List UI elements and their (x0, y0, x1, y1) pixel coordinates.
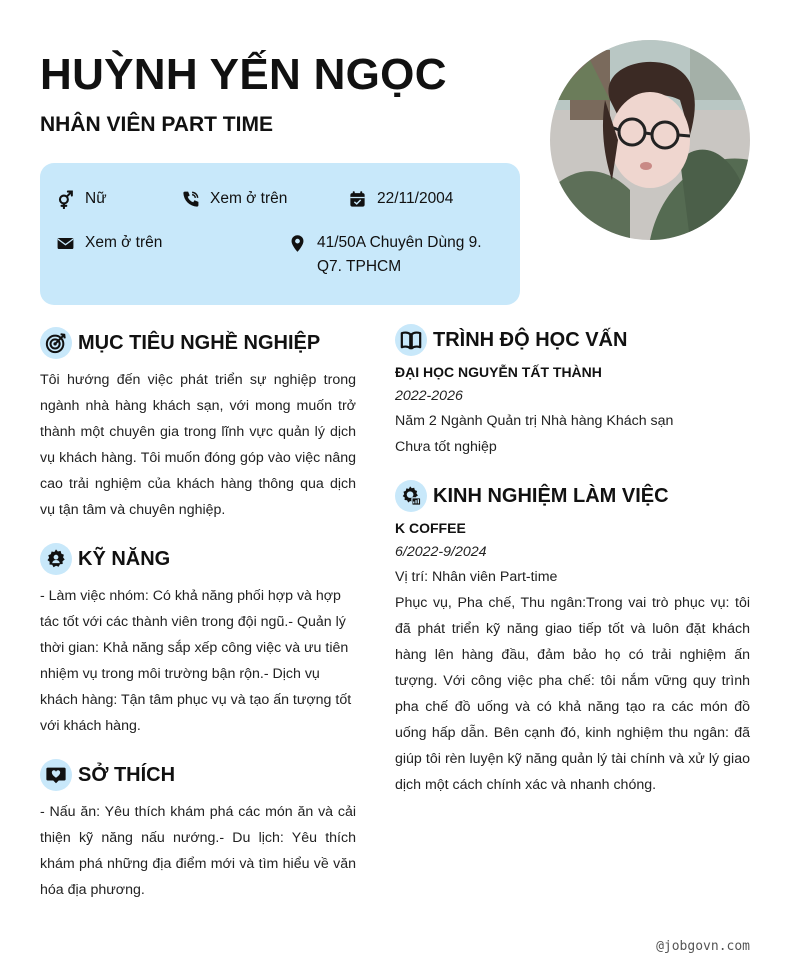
education-major: Năm 2 Ngành Quản trị Nhà hàng Khách sạn (395, 413, 674, 429)
hobbies-title: SỞ THÍCH (78, 763, 176, 786)
phone-value: Xem ở trên (210, 190, 288, 207)
objective-title: MỤC TIÊU NGHỀ NGHIỆP (78, 331, 321, 354)
experience-period: 6/2022-9/2024 (395, 544, 487, 560)
left-column (40, 325, 356, 903)
experience-description: Phục vụ, Pha chế, Thu ngân:Trong vai trò phục vụ: tôi đã phát triển kỹ năng giao tiếp tốt và luôn đặt khách hàng lên hàng đầu, đảm bảo họ có trải nghiệm ấn tượng. Với công việc pha chế: tôi nắm vững quy trình pha chế đồ uống và có khả năng tạo ra các món đồ uống hấp dẫn. Bên cạnh đó, kinh nghiệm thu ngân: đã giúp tôi rèn luyện kỹ năng quản lý tài chính và xử lý giao dịch một cách chính xác và nhanh chóng. (395, 595, 750, 793)
skills-text: - Làm việc nhóm: Có khả năng phối hợp và hợp tác tốt với các thành viên trong đội ngũ.- Quản lý thời gian: Khả năng sắp xếp công việc và ưu tiên nhiệm vụ trong môi trường bận rộn.- Dịch vụ khách hàng: Tận tâm phục vụ và tạo ấn tượng tốt với khách hàng. (40, 588, 352, 734)
education-title: TRÌNH ĐỘ HỌC VẤN (433, 328, 628, 351)
hobbies-section (40, 757, 356, 903)
email-value: Xem ở trên (85, 234, 163, 251)
experience-company: K COFFEE (395, 520, 466, 536)
experience-section (395, 478, 750, 798)
target-icon (40, 327, 72, 359)
book-icon (395, 324, 427, 356)
gear-user-icon (40, 543, 72, 575)
experience-title: KINH NGHIỆM LÀM VIỆC (433, 484, 669, 507)
avatar (550, 40, 750, 240)
job-title: NHÂN VIÊN PART TIME (40, 113, 273, 136)
education-school: ĐẠI HỌC NGUYỄN TẤT THÀNH (395, 364, 602, 380)
contact-gender (54, 187, 107, 211)
objective-text: Tôi hướng đến việc phát triển sự nghiệp trong ngành nhà hàng khách sạn, với mong muốn trở thành một chuyên gia trong lĩnh vực quản lý dịch vụ khách hàng. Tôi muốn đóng góp vào việc nâng cao trải nghiệm của khách hàng thông qua dịch vụ tận tâm và chuyên nghiệp. (40, 372, 356, 518)
hobbies-text: - Nấu ăn: Yêu thích khám phá các món ăn và cải thiện kỹ năng nấu nướng.- Du lịch: Yêu thích khám phá những địa điểm mới và tìm hiểu về văn hóa địa phương. (40, 804, 356, 898)
phone-icon (179, 187, 201, 211)
calendar-icon (346, 187, 368, 211)
address-value: 41/50A Chuyên Dùng 9. Q7. TPHCM (317, 234, 482, 275)
contact-email (54, 231, 162, 255)
objective-section (40, 325, 356, 523)
watermark-text: @jobgovn.com (656, 939, 750, 954)
gear-chart-icon (395, 480, 427, 512)
education-status: Chưa tốt nghiệp (395, 439, 497, 455)
skills-title: KỸ NĂNG (78, 547, 171, 570)
heart-chat-icon (40, 759, 72, 791)
gender-icon (54, 187, 76, 211)
education-period: 2022-2026 (395, 388, 463, 404)
envelope-icon (54, 231, 76, 255)
skills-section (40, 541, 356, 739)
location-pin-icon (286, 231, 308, 255)
contact-dob (346, 187, 453, 211)
candidate-name: HUỲNH YẾN NGỌC (40, 50, 447, 99)
contact-box (40, 163, 520, 305)
education-section (395, 322, 750, 460)
contact-address (286, 231, 496, 279)
contact-phone (179, 187, 287, 211)
experience-position: Vị trí: Nhân viên Part-time (395, 569, 558, 585)
right-column (395, 322, 750, 798)
dob-value: 22/11/2004 (377, 190, 454, 207)
gender-value: Nữ (85, 190, 107, 207)
